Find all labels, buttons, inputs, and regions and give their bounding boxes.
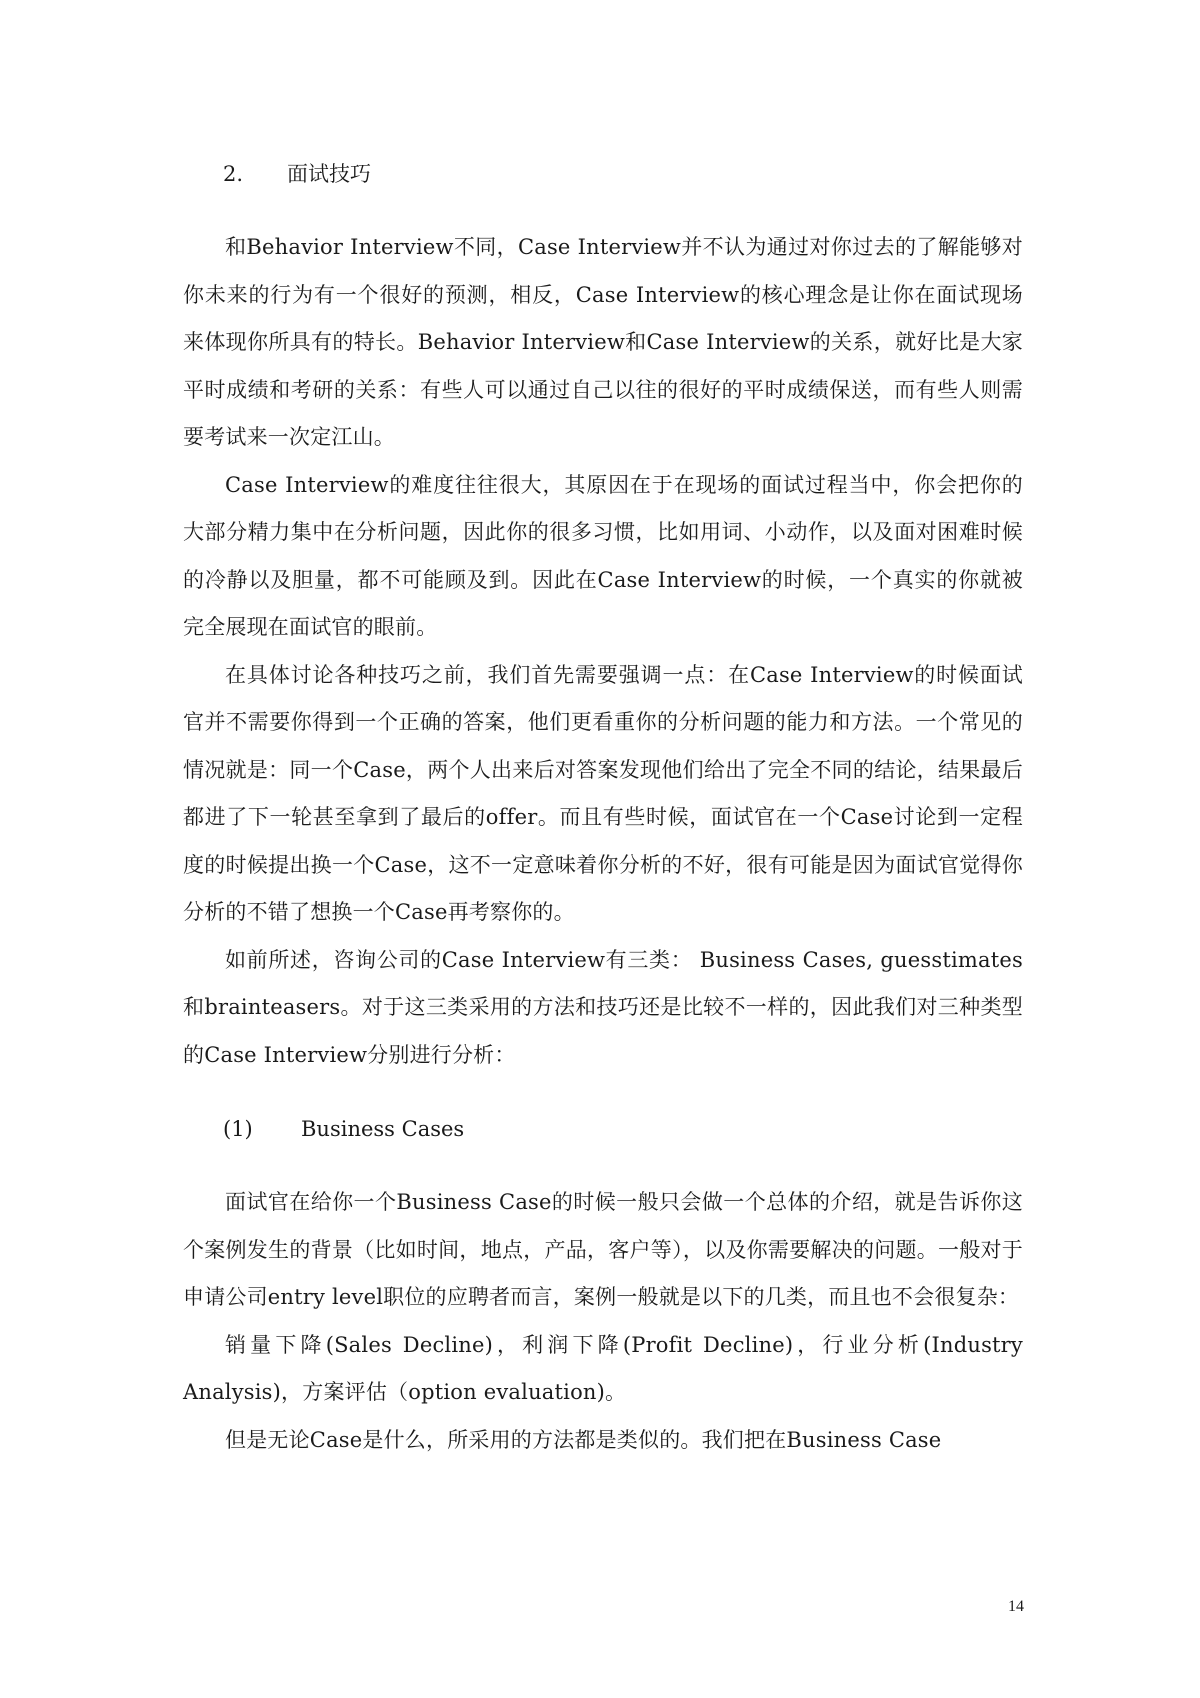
paragraph-business-3: 但是无论Case是什么，所采用的方法都是类似的。我们把在Business Case (225, 1427, 942, 1452)
paragraph-intro-4: 如前所述，咨询公司的Case Interview有三类： Business Cases, guesstimates和brainteasers。对于这三类采用的方法和技巧还是比较不一样的，因此我们对三种类型的Case Interview分别进行分析： (183, 947, 1023, 1067)
paragraph-business-2: 销量下降(Sales Decline)，利润下降(Profit Decline)，行业分析(Industry Analysis)，方案评估（option evaluation)。 (183, 1332, 1023, 1404)
paragraph-intro-2: Case Interview的难度往往很大，其原因在于在现场的面试过程当中，你会把你的大部分精力集中在分析问题，因此你的很多习惯，比如用词、小动作，以及面对困难时候的冷静以及胆量，都不可能顾及到。因此在Case Interview的时候，一个真实的你就被完全展现在面试官的眼前。 (183, 472, 1023, 639)
paragraph-intro-1: 和Behavior Interview不同，Case Interview并不认为通过对你过去的了解能够对你未来的行为有一个很好的预测，相反，Case Interview的核心理念是让你在面试现场来体现你所具有的特长。Behavior Interview和Case Interview的关系，就好比是大家平时成绩和考研的关系：有些人可以通过自己以往的很好的平时成绩保送，而有些人则需要考试来一次定江山。 (183, 235, 1023, 449)
section-heading (183, 150, 1023, 198)
section-title: 面试技巧 (287, 162, 371, 186)
page-number: 14 (1008, 1598, 1024, 1615)
paragraph-business-1: 面试官在给你一个Business Case的时候一般只会做一个总体的介绍，就是告诉你这个案例发生的背景（比如时间，地点，产品，客户等），以及你需要解决的问题。一般对于申请公司entry level职位的应聘者而言，案例一般就是以下的几类，而且也不会很复杂： (183, 1190, 1023, 1309)
section-number: 2. (223, 162, 244, 186)
paragraph-intro-3: 在具体讨论各种技巧之前，我们首先需要强调一点：在Case Interview的时候面试官并不需要你得到一个正确的答案，他们更看重你的分析问题的能力和方法。一个常见的情况就是：同一个Case，两个人出来后对答案发现他们给出了完全不同的结论，结果最后都进了下一轮甚至拿到了最后的offer。而且有些时候，面试官在一个Case讨论到一定程度的时候提出换一个Case，这不一定意味着你分析的不好，很有可能是因为面试官觉得你分析的不错了想换一个Case再考察你的。 (183, 662, 1023, 924)
subsection-heading (183, 1105, 1023, 1153)
page-content (183, 150, 1023, 1464)
subsection-title: Business Cases (301, 1117, 465, 1141)
subsection-number: (1) (223, 1117, 253, 1141)
